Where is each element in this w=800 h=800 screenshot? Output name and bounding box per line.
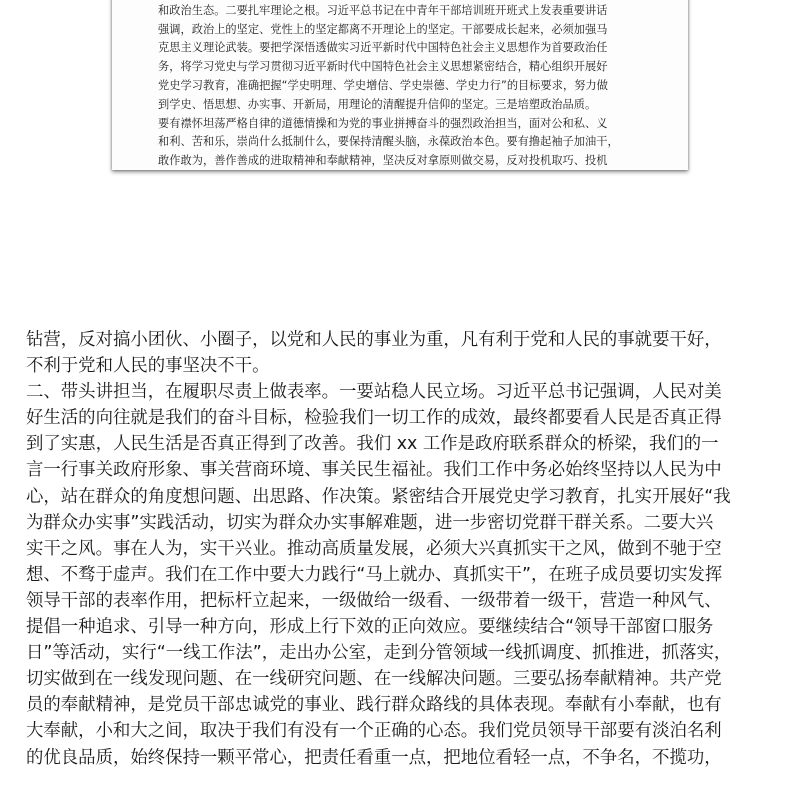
body-line: 日”等活动，实行“一线工作法”，走出办公室，走到分管领域一线抓调度、抓推进，抓落实，: [26, 643, 732, 664]
preview-line: 要有襟怀坦荡严格自律的道德情操和为党的事业拼搏奋斗的强烈政治担当，面对公和私、义: [158, 116, 608, 130]
body-line: 不利于党和人民的事坚决不干。: [26, 356, 270, 377]
preview-line: 克思主义理论武装。要把学深悟透做实习近平新时代中国特色社会主义思想作为首要政治任: [158, 41, 608, 55]
preview-line: 强调，政治上的坚定、党性上的坚定都离不开理论上的坚定。干部要成长起来，必须加强马: [158, 22, 608, 36]
body-line: 实干之风。事在人为，实干兴业。推动高质量发展，必须大兴真抓实干之风，做到不驰于空: [26, 538, 722, 559]
preview-line: 到学史、悟思想、办实事、开新局，用理论的清醒提升信仰的坚定。三是培塑政治品质。: [158, 97, 597, 111]
body-line: 为群众办实事”实践活动，切实为群众办实事解难题，进一步密切党群干群关系。二要大兴: [26, 512, 714, 533]
document-body-text: [26, 327, 780, 771]
body-line: 好生活的向往就是我们的奋斗目标，检验我们一切工作的成效，最终都要看人民是否真正得: [26, 408, 722, 429]
preview-line: 务，将学习党史与学习贯彻习近平新时代中国特色社会主义思想紧密结合，精心组织开展好: [158, 60, 608, 74]
body-line: 言一行事关政府形象、事关营商环境、事关民生福祉。我们工作中务必始终坚持以人民为中: [26, 460, 722, 481]
body-line: 提倡一种追求、引导一种方向，形成上行下效的正向效应。要继续结合“领导干部窗口服务: [26, 617, 714, 638]
preview-line: 和政治生态。二要扎牢理论之根。习近平总书记在中青年干部培训班开班式上发表重要讲话: [158, 3, 608, 17]
section-heading-line: 二、带头讲担当，在履职尽责上做表率。一要站稳人民立场。习近平总书记强调，人民对美: [26, 382, 722, 403]
body-line: 员的奉献精神，是党员干部忠诚党的事业、践行群众路线的具体表现。奉献有小奉献，也有: [26, 695, 722, 716]
preview-page-text: [158, 0, 646, 170]
body-line: 想、不骛于虚声。我们在工作中要大力践行“马上就办、真抓实干”，在班子成员要切实发挥: [26, 564, 723, 585]
body-line: 大奉献，小和大之间，取决于我们有没有一个正确的心态。我们党员领导干部要有淡泊名利: [26, 721, 722, 742]
document-preview-page: [112, 0, 688, 170]
body-line: 钻营，反对搞小团伙、小圈子，以党和人民的事业为重，凡有利于党和人民的事就要干好，: [26, 330, 722, 350]
body-line: 的优良品质，始终保持一颗平常心，把责任看重一点，把地位看轻一点，不争名，不揽功，: [26, 747, 722, 768]
body-line: 到了实惠，人民生活是否真正得到了改善。我们 xx 工作是政府联系群众的桥梁，我们的一: [26, 434, 719, 455]
preview-line: 和利、苦和乐，崇尚什么抵制什么，要保持清醒头脑，永葆政治本色。要有撸起袖子加油干，: [158, 135, 619, 149]
body-line: 心，站在群众的角度想问题、出思路、作决策。紧密结合开展党史学习教育，扎实开展好“我: [26, 486, 731, 507]
preview-line: 敢作敢为，善作善成的进取精神和奉献精神，坚决反对拿原则做交易，反对投机取巧、投机: [158, 154, 608, 168]
body-line: 切实做到在一线发现问题、在一线研究问题、在一线解决问题。三要弘扬奉献精神。共产党: [26, 669, 722, 690]
preview-line: 党史学习教育，准确把握“学史明理、学史增信、学史崇德、学史力行”的目标要求，努力做: [158, 78, 608, 92]
body-line: 领导干部的表率作用，把标杆立起来，一级做给一级看、一级带着一级干，营造一种风气、: [26, 590, 722, 611]
